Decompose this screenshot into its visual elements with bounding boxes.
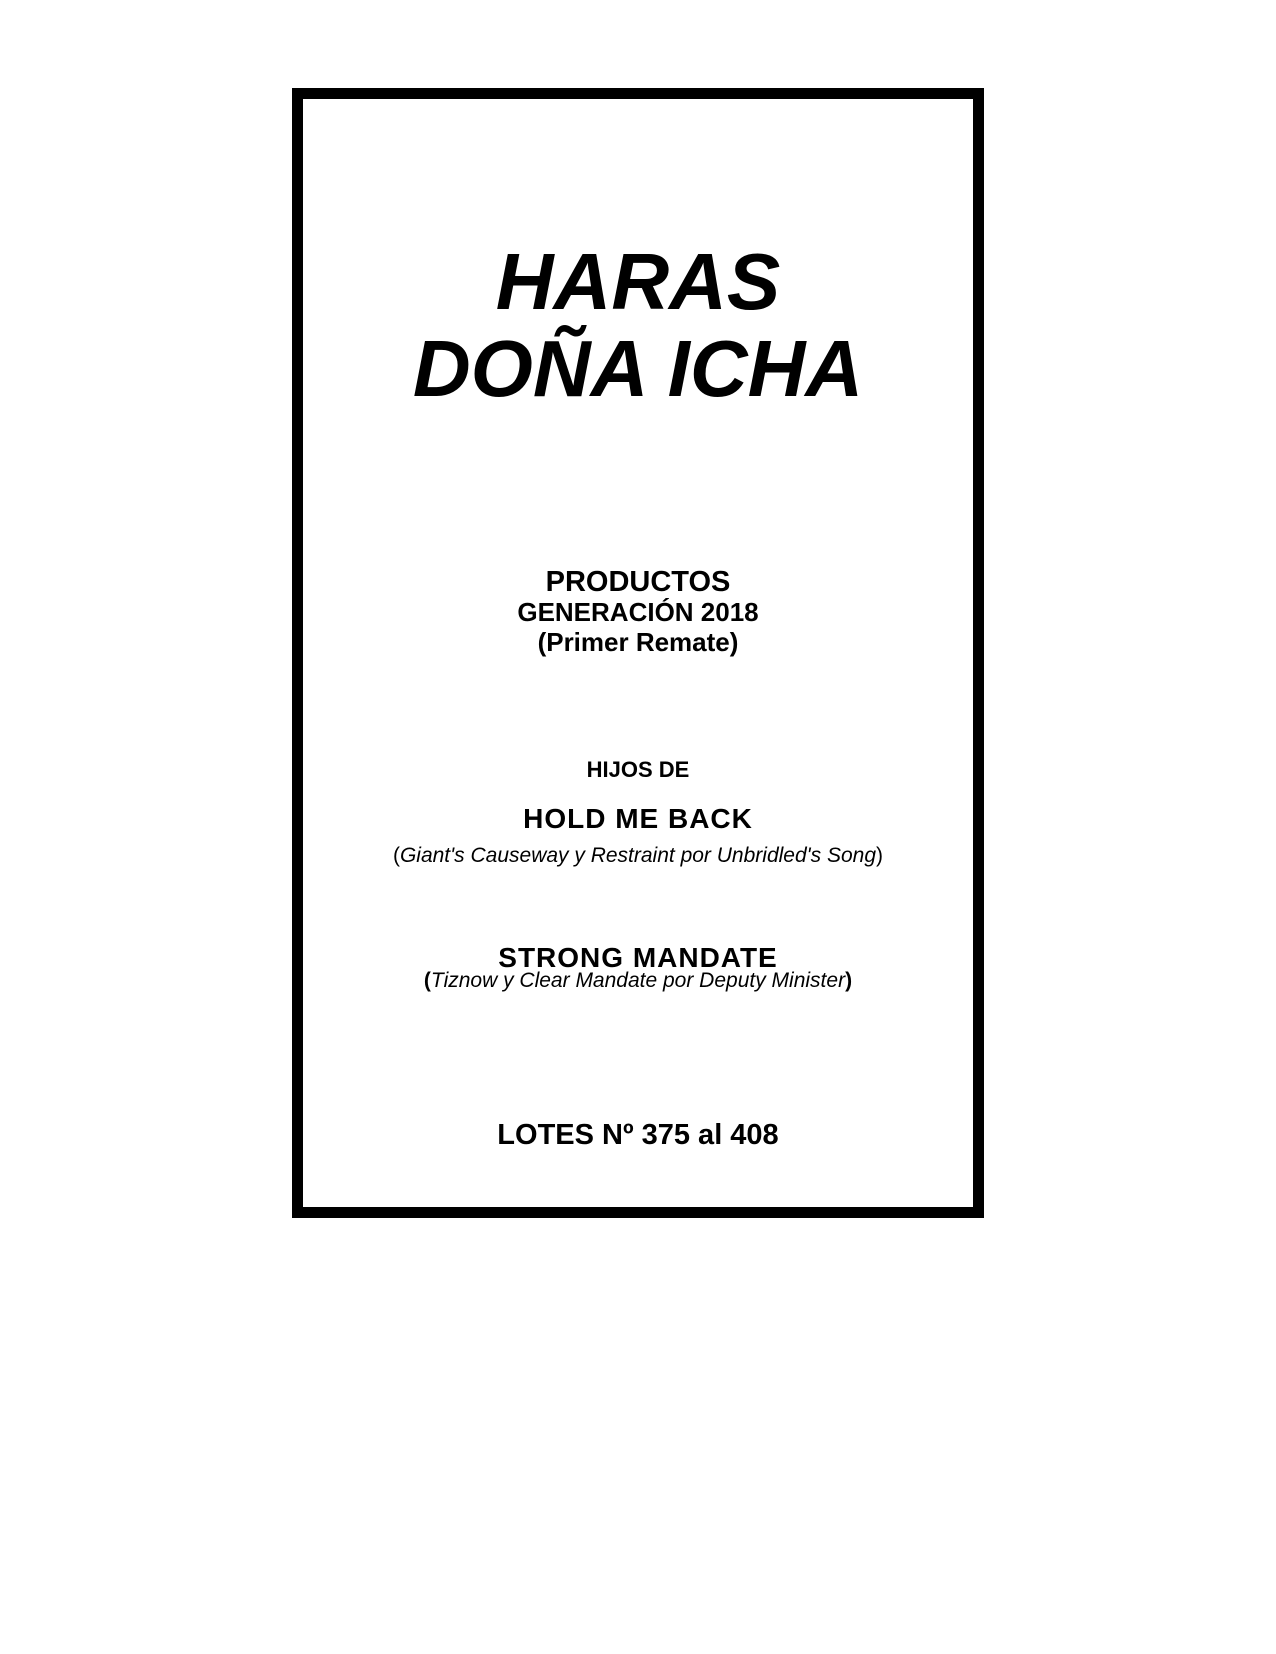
pedigree-paren-open: ( — [392, 844, 400, 867]
sire-pedigree-hold-me-back — [303, 844, 973, 868]
lots-range-label: LOTES Nº 375 al 408 — [497, 1119, 779, 1151]
stud-title-line2: DOÑA ICHA — [412, 324, 864, 413]
sire-pedigree-strong-mandate — [303, 969, 973, 993]
edition-info — [303, 567, 973, 657]
pedigree-paren-open: ( — [423, 969, 431, 992]
edition-remate-label: (Primer Remate) — [537, 627, 739, 657]
pedigree-text: Tiznow y Clear Mandate por Deputy Minister — [430, 969, 846, 992]
pedigree-text: Giant's Causeway y Restraint por Unbridled's Song — [399, 844, 877, 867]
sire-name-strong-mandate: STRONG MANDATE — [498, 942, 778, 973]
stud-title — [303, 238, 973, 412]
section-label-hijos-de: HIJOS DE — [586, 757, 690, 782]
edition-generation-label: GENERACIÓN 2018 — [517, 597, 759, 627]
stud-title-line1: HARAS — [495, 237, 781, 326]
edition-products-label: PRODUCTOS — [545, 566, 731, 598]
pedigree-paren-close: ) — [876, 844, 884, 867]
pedigree-paren-close: ) — [845, 969, 853, 992]
sire-name-hold-me-back: HOLD ME BACK — [523, 803, 753, 834]
cover-border-frame — [292, 88, 984, 1218]
